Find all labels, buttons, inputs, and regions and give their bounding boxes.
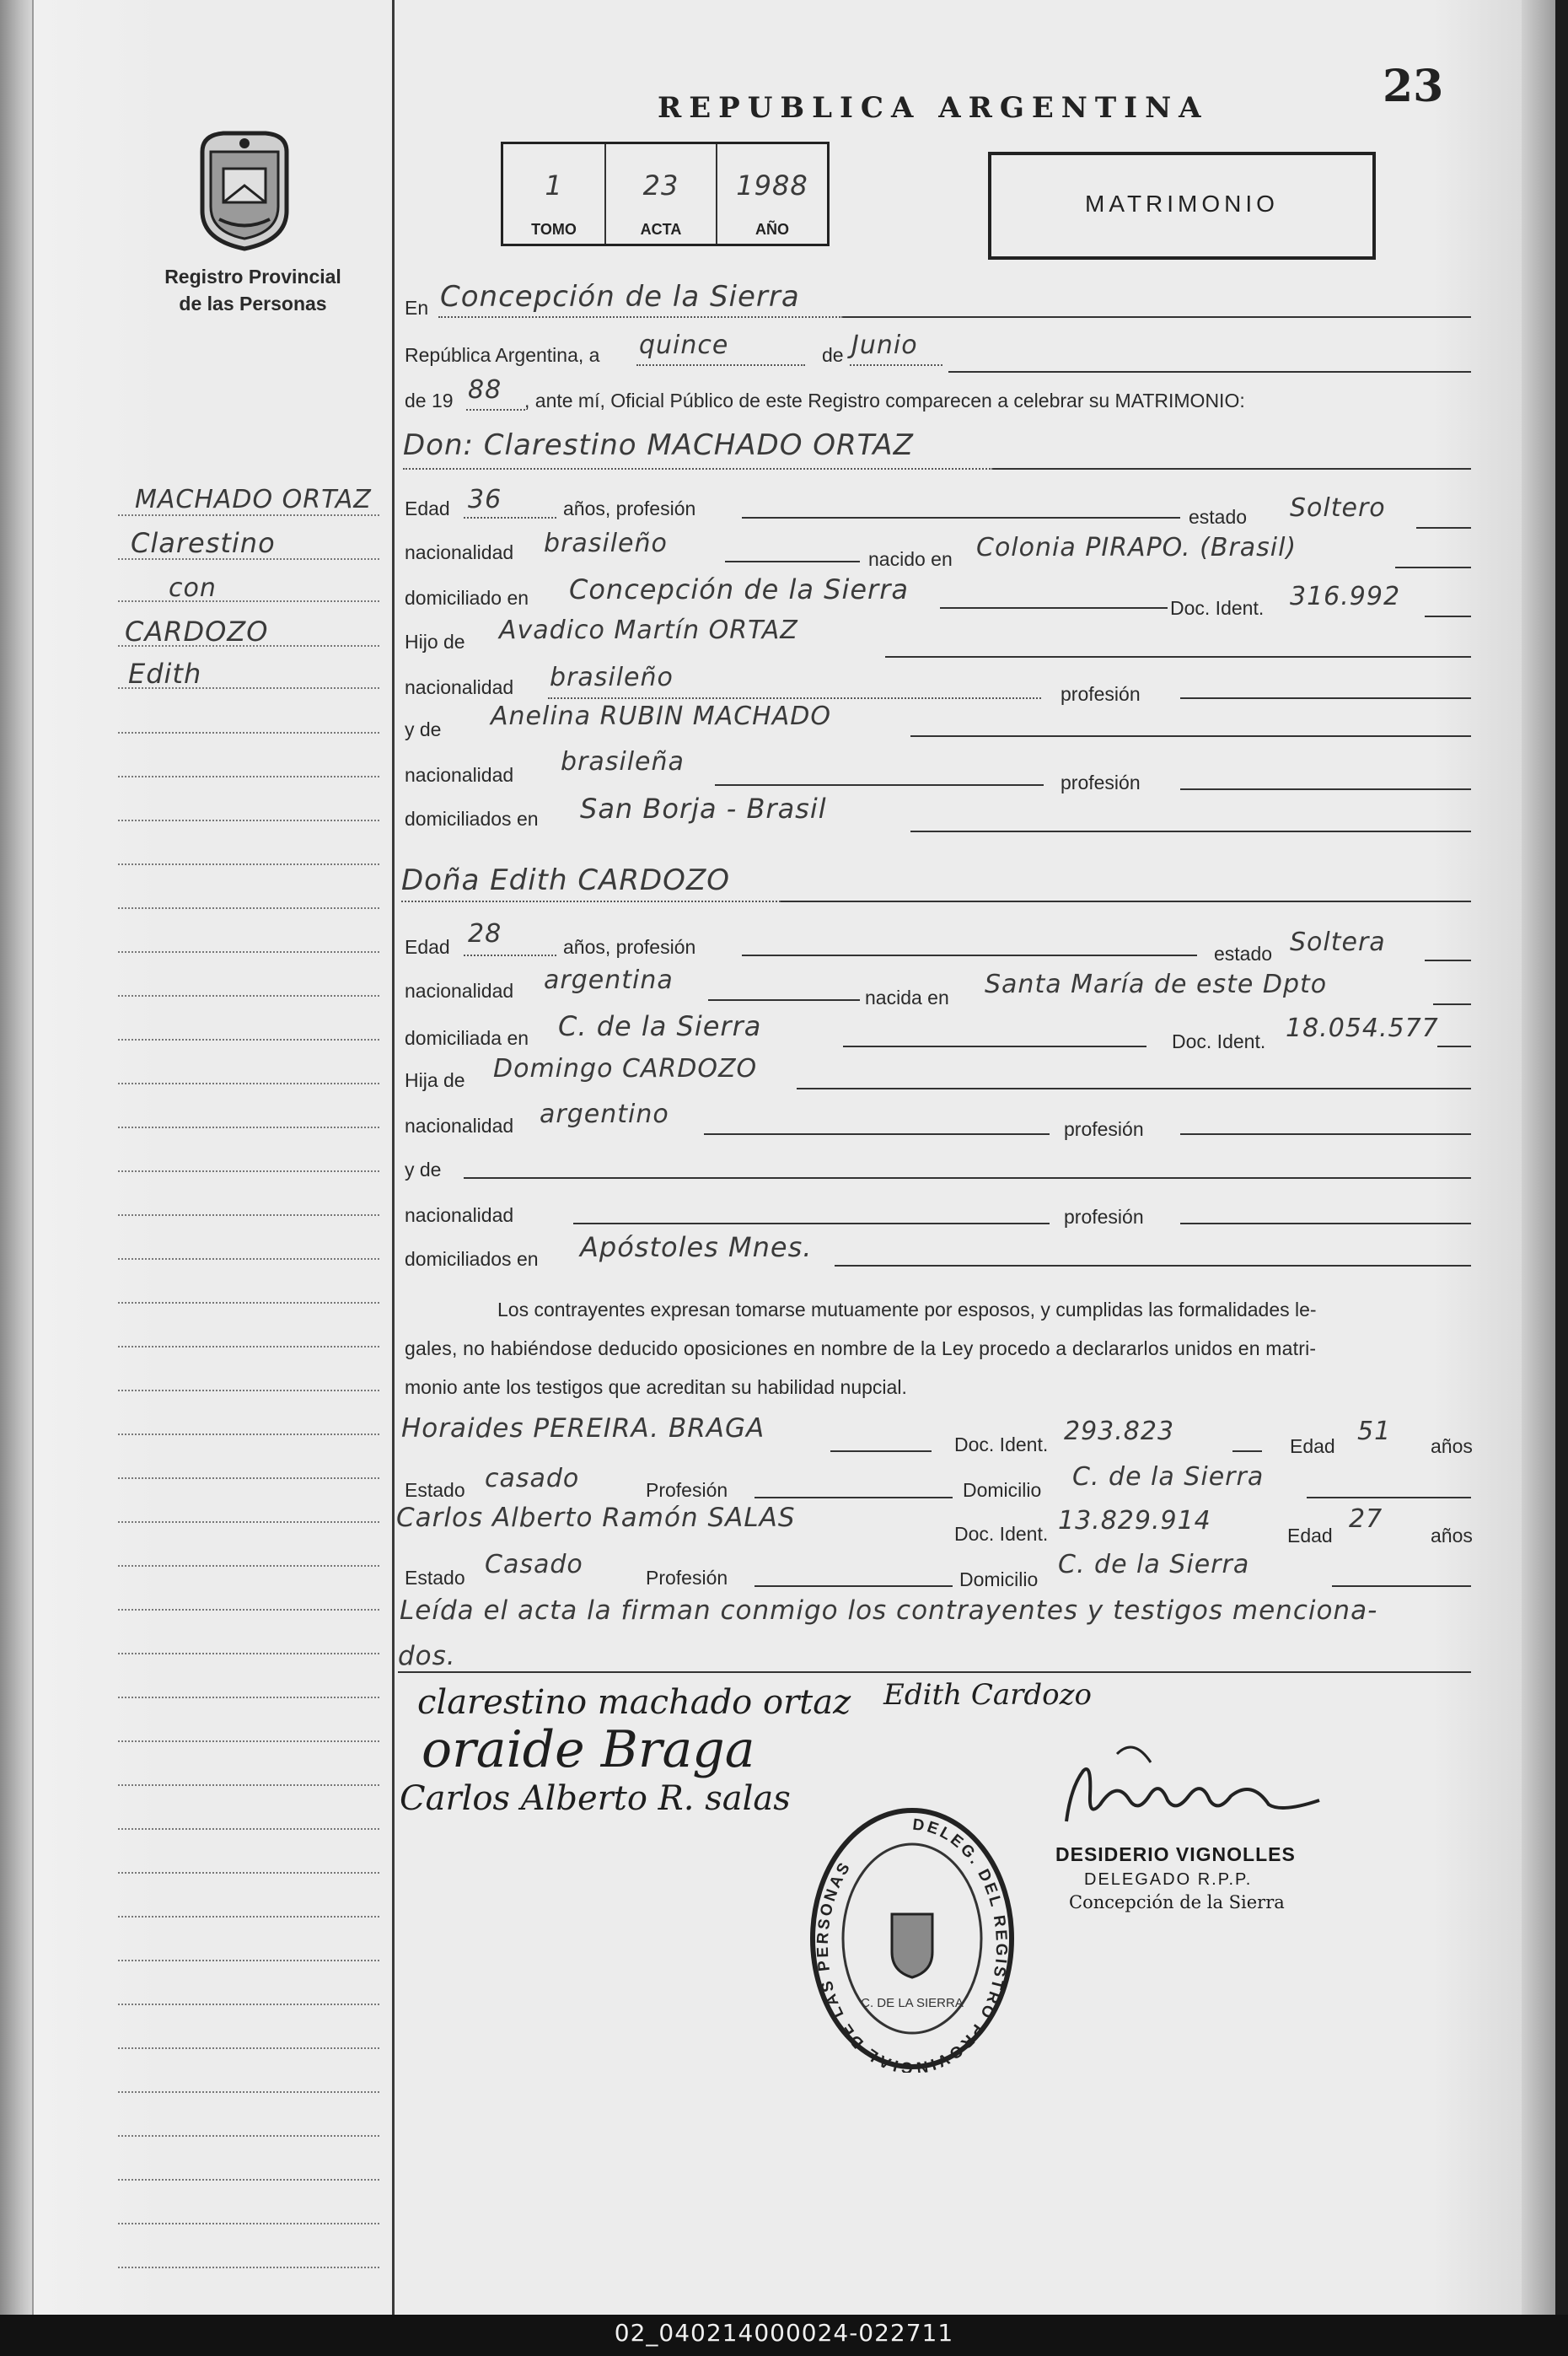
groom-estado-label: estado — [1189, 506, 1248, 528]
year-prefix: de 19 — [405, 390, 454, 411]
bride-estado-label: estado — [1214, 943, 1273, 965]
binding-edge — [32, 0, 34, 2315]
ano-cell — [717, 144, 827, 244]
signature-witness-2: Carlos Alberto R. salas — [400, 1779, 791, 1818]
groom-anos-profesion-label: años, profesión — [563, 498, 696, 519]
groom-doc-label: Doc. Ident. — [1170, 597, 1265, 619]
image-id-caption: 02_040214000024-022711 — [614, 2319, 954, 2347]
bride-parents-dom-label: domiciliados en — [405, 1248, 539, 1270]
groom-mother: Anelina RUBIN MACHADO — [491, 702, 831, 731]
declaration-line-2: gales, no habiéndose deducido oposiciones en nombre de la Ley procedo a declararlos unidos en matri- — [405, 1337, 1317, 1359]
bride-yde-label: y de — [405, 1159, 442, 1181]
bride-hija-label: Hija de — [405, 1069, 465, 1091]
witness2-doc-label: Doc. Ident. — [954, 1523, 1049, 1545]
witness2-name: Carlos Alberto Ramón SALAS — [396, 1503, 796, 1533]
groom-father-profesion-label: profesión — [1061, 683, 1141, 705]
official-name: DESIDERIO VIGNOLLES — [1055, 1843, 1296, 1865]
groom-hijo-label: Hijo de — [405, 631, 465, 653]
witness1-anos-label: años — [1431, 1435, 1473, 1457]
groom-nacionalidad-label: nacionalidad — [405, 541, 514, 563]
registry-stamp — [808, 1805, 1017, 2073]
groom-mother-nac-label: nacionalidad — [405, 764, 514, 786]
witness1-edad-label: Edad — [1290, 1435, 1335, 1457]
margin-divider — [392, 0, 395, 2315]
witness1-estado-label: Estado — [405, 1479, 465, 1501]
bride-doc-label: Doc. Ident. — [1172, 1030, 1266, 1052]
bride-nacida: Santa María de este Dpto — [985, 970, 1328, 999]
tomo-cell — [503, 144, 606, 244]
witness2-estado-label: Estado — [405, 1567, 465, 1589]
tomo-value: 1 — [545, 169, 563, 202]
margin-note-surname: MACHADO ORTAZ — [135, 485, 372, 514]
tomo-acta-box — [501, 142, 830, 246]
republica-label: República Argentina, a — [405, 344, 600, 366]
witness2-estado: Casado — [485, 1550, 583, 1579]
groom-domiciliado-label: domiciliado en — [405, 587, 529, 609]
declaration-line-1: Los contrayentes expresan tomarse mutuamente por esposos, y cumplidas las formalidades le- — [497, 1299, 1317, 1321]
bride-edad: 28 — [468, 919, 502, 949]
bride-nacionalidad-label: nacionalidad — [405, 980, 514, 1002]
margin-note-bride-name: Edith — [128, 658, 202, 690]
witness1-profesion-label: Profesión — [646, 1479, 728, 1501]
bride-anos-profesion-label: años, profesión — [563, 936, 696, 958]
groom-mother-nac: brasileña — [561, 747, 685, 777]
witness2-doc: 13.829.914 — [1058, 1506, 1211, 1536]
bride-nacida-label: nacida en — [865, 987, 949, 1009]
bride-edad-label: Edad — [405, 936, 450, 958]
groom-edad-label: Edad — [405, 498, 450, 519]
page-edge — [1522, 0, 1555, 2315]
closing-line-2: dos. — [398, 1641, 456, 1671]
witness1-name: Horaides PEREIRA. BRAGA — [401, 1413, 765, 1444]
stamp-ring-text: DELEG. DEL REGISTRO PROVINCIAL DE LAS PERSONAS — [814, 1815, 1011, 2073]
margin-note-con: con — [169, 573, 217, 603]
registry-line-1: Registro Provincial — [164, 266, 341, 288]
witness2-edad-label: Edad — [1287, 1525, 1333, 1546]
signature-witness-1: oraide Braga — [422, 1720, 755, 1779]
provincial-shield-icon — [190, 126, 299, 253]
margin-note-firstname: Clarestino — [131, 527, 276, 559]
bride-doc: 18.054.577 — [1286, 1014, 1439, 1043]
ano-value: 1988 — [736, 169, 808, 202]
official-place: Concepción de la Sierra — [1069, 1892, 1285, 1912]
bride-estado: Soltera — [1290, 928, 1386, 957]
bride-mother-profesion-label: profesión — [1064, 1206, 1144, 1228]
intro-place: Concepción de la Sierra — [440, 280, 800, 314]
groom-nacionalidad: brasileño — [544, 529, 668, 558]
groom-doc: 316.992 — [1290, 582, 1401, 611]
acta-value: 23 — [642, 169, 679, 202]
bride-domiciliada-label: domiciliada en — [405, 1027, 529, 1049]
bride-father-nac: argentino — [540, 1100, 669, 1129]
witness2-anos-label: años — [1431, 1525, 1473, 1546]
groom-father-nac-label: nacionalidad — [405, 676, 514, 698]
acta-cell — [606, 144, 717, 244]
witness1-domicilio: C. de la Sierra — [1072, 1462, 1265, 1492]
bride-parents-dom: Apóstoles Mnes. — [580, 1231, 813, 1263]
ano-label: AÑO — [755, 221, 789, 238]
registry-name — [135, 263, 371, 317]
intro-month: Junio — [851, 331, 918, 360]
bride-name: Doña Edith CARDOZO — [401, 863, 730, 897]
witness2-edad: 27 — [1349, 1504, 1383, 1534]
country-title: REPUBLICA ARGENTINA — [658, 91, 1209, 125]
witness1-estado: casado — [485, 1464, 580, 1493]
groom-nacido-label: nacido en — [868, 548, 953, 570]
bride-father-profesion-label: profesión — [1064, 1118, 1144, 1140]
witness1-doc-label: Doc. Ident. — [954, 1434, 1049, 1455]
bride-domiciliada: C. de la Sierra — [558, 1010, 762, 1042]
groom-nacido: Colonia PIRAPO. (Brasil) — [976, 533, 1297, 562]
bride-father: Domingo CARDOZO — [493, 1054, 758, 1084]
groom-parents-dom: San Borja - Brasil — [580, 793, 827, 825]
witness2-profesion-label: Profesión — [646, 1567, 728, 1589]
official-title: DELEGADO R.P.P. — [1084, 1870, 1253, 1889]
intro-de-label: de — [822, 344, 844, 366]
groom-edad: 36 — [468, 485, 502, 514]
closing-line-1: Leída el acta la firman conmigo los contrayentes y testigos menciona- — [400, 1595, 1378, 1626]
en-label: En — [405, 297, 429, 319]
groom-name: Don: Clarestino MACHADO ORTAZ — [403, 428, 914, 462]
signature-bride: Edith Cardozo — [883, 1678, 1092, 1712]
official-signature-mark — [1050, 1729, 1336, 1838]
groom-parents-dom-label: domiciliados en — [405, 808, 539, 830]
bride-nacionalidad: argentina — [544, 966, 674, 995]
book-binding — [0, 0, 32, 2315]
tomo-label: TOMO — [531, 221, 577, 238]
document-type: MATRIMONIO — [1085, 191, 1279, 217]
groom-father: Avadico Martín ORTAZ — [499, 616, 798, 645]
page-number: 23 — [1383, 61, 1444, 112]
bride-mother-nac-label: nacionalidad — [405, 1204, 514, 1226]
groom-mother-profesion-label: profesión — [1061, 772, 1141, 793]
witness2-domicilio-label: Domicilio — [959, 1568, 1039, 1590]
groom-domiciliado: Concepción de la Sierra — [569, 573, 909, 605]
groom-father-nac: brasileño — [550, 663, 674, 692]
witness2-domicilio: C. de la Sierra — [1058, 1550, 1250, 1579]
groom-estado: Soltero — [1290, 493, 1386, 523]
registry-line-2: de las Personas — [179, 293, 327, 315]
document-type-box — [988, 152, 1376, 260]
acta-label: ACTA — [640, 221, 682, 238]
bride-father-nac-label: nacionalidad — [405, 1115, 514, 1137]
witness1-domicilio-label: Domicilio — [963, 1479, 1042, 1501]
witness1-doc: 293.823 — [1064, 1417, 1175, 1446]
witness1-edad: 51 — [1357, 1417, 1392, 1446]
groom-yde-label: y de — [405, 718, 442, 740]
stamp-center-text: C. DE LA SIERRA — [861, 1996, 964, 2010]
intro-day: quince — [639, 331, 729, 360]
declaration-line-3: monio ante los testigos que acreditan su habilidad nupcial. — [405, 1376, 907, 1398]
signature-groom: clarestino machado ortaz — [417, 1683, 851, 1722]
year-suffix: 88 — [468, 375, 502, 405]
margin-note-bride-surname: CARDOZO — [125, 616, 269, 648]
intro-statement: , ante mí, Oficial Público de este Registro comparecen a celebrar su MATRIMONIO: — [524, 390, 1245, 411]
